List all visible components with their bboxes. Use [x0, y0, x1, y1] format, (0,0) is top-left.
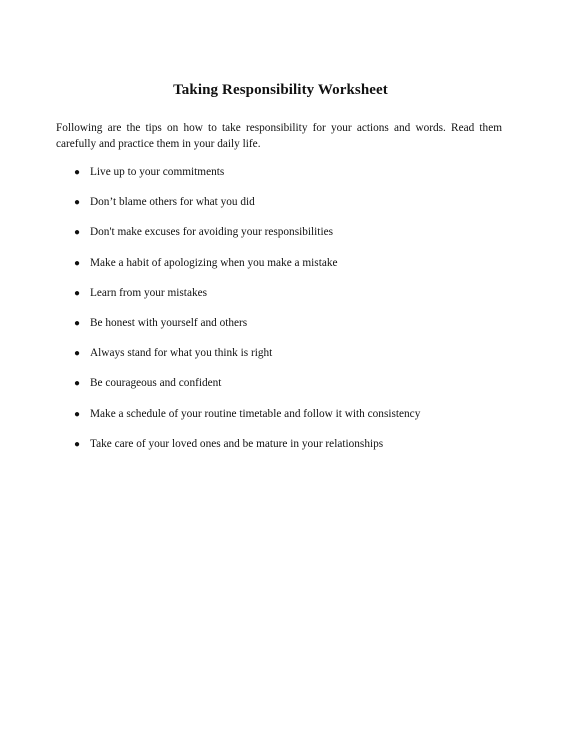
list-item — [56, 406, 502, 436]
list-item — [56, 164, 502, 194]
bullet-icon: ● — [74, 287, 81, 299]
list-item — [56, 255, 502, 285]
tip-text: Live up to your commitments — [90, 166, 225, 178]
tip-text: Don't make excuses for avoiding your responsibilities — [90, 226, 333, 239]
tip-text: Learn from your mistakes — [90, 286, 208, 299]
tips-list — [56, 164, 502, 466]
list-item — [56, 375, 502, 405]
bullet-icon: ● — [74, 348, 81, 360]
tip-text: Be honest with yourself and others — [90, 316, 248, 329]
tip-text: Be courageous and confident — [90, 377, 222, 390]
tip-text: Always stand for what you think is right — [90, 347, 273, 360]
bullet-icon: ● — [74, 197, 81, 209]
list-item — [56, 194, 502, 224]
bullet-icon: ● — [74, 378, 81, 390]
tip-text: Make a schedule of your routine timetable and follow it with consistency — [90, 407, 421, 420]
bullet-icon: ● — [74, 317, 81, 329]
intro-paragraph: Following are the tips on how to take responsibility for your actions and words. Read them carefully and practice them in your daily life. — [56, 122, 502, 150]
tip-text: Don’t blame others for what you did — [90, 196, 255, 209]
bullet-icon: ● — [74, 227, 81, 239]
list-item — [56, 436, 502, 466]
list-item — [56, 345, 502, 375]
bullet-icon: ● — [74, 438, 81, 450]
page-title: Taking Responsibility Worksheet — [173, 82, 388, 98]
bullet-icon: ● — [74, 408, 81, 420]
tip-text: Take care of your loved ones and be mature in your relationships — [90, 437, 384, 450]
bullet-icon: ● — [74, 257, 81, 269]
bullet-icon: ● — [74, 167, 81, 178]
tip-text: Make a habit of apologizing when you make a mistake — [90, 256, 338, 269]
list-item — [56, 224, 502, 254]
list-item — [56, 285, 502, 315]
list-item — [56, 315, 502, 345]
